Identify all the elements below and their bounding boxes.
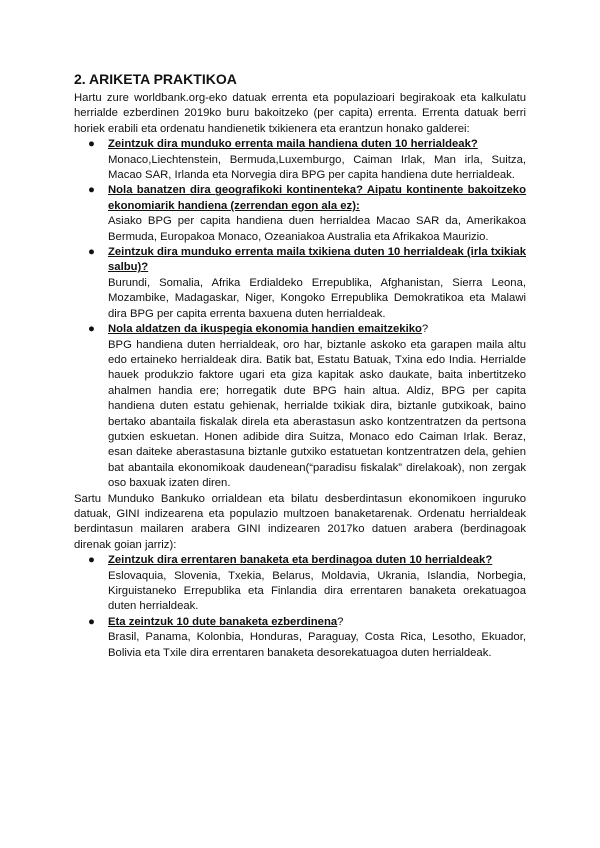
answer: Burundi, Somalia, Afrika Erdialdeko Errepublika, Afghanistan, Sierra Leona, Mozambike, Madagaskar, Niger, Kongoko Errepublika Demokratikoa eta Malawi dira BPG per capita errenta baxuena duten herrialdeak. bbox=[108, 276, 526, 320]
question: Zeintzuk dira munduko errenta maila handiena duten 10 herrialdeak? bbox=[108, 138, 478, 151]
answer: Monaco,Liechtenstein, Bermuda,Luxemburgo, Caiman Irlak, Man irla, Suitza, Macao SAR, Irlanda eta Norvegia dira BPG per capita handiena dute herrialdeak. bbox=[108, 153, 526, 182]
list-item bbox=[88, 322, 526, 491]
intro-paragraph: Hartu zure worldbank.org-eko datuak errenta eta populazioari begirakoak eta kalkulatu herrialde ezberdinen 2019ko buru bakoitzeko (per capita) errenta. Errenta datuak berri horiek erabili eta ordenatu handienetik txikienera eta erantzun honako galderei: bbox=[74, 92, 526, 135]
bullet-icon: ● bbox=[88, 323, 95, 336]
question: Eta zeintzuk 10 dute banaketa ezberdinena? bbox=[108, 615, 344, 628]
question: Nola banatzen dira geografikoki kontinenteka? Aipatu kontinente bakoitzeko ekonomiarik handiena (zerrendan egon ala ez): bbox=[108, 184, 526, 212]
question-list-2 bbox=[74, 553, 526, 661]
exercise-title: 2. ARIKETA PRAKTIKOA bbox=[74, 71, 237, 87]
question-list-1 bbox=[74, 137, 526, 491]
list-item bbox=[88, 615, 526, 661]
answer: Brasil, Panama, Kolonbia, Honduras, Paraguay, Costa Rica, Lesotho, Ekuador, Bolivia eta Txile dira errentaren banaketa desorekatuagoa duten herrialdeak. bbox=[108, 631, 526, 659]
question: Zeintzuk dira errentaren banaketa eta berdinagoa duten 10 herrialdeak? bbox=[108, 554, 493, 567]
list-item bbox=[88, 183, 526, 245]
answer: Eslovaquia, Slovenia, Txekia, Belarus, Moldavia, Ukrania, Islandia, Norbegia, Kirguistaneko Errepublika eta Finlandia dira errentaren banaketa orekatuagoa duten herrialdeak. bbox=[108, 569, 526, 613]
answer: BPG handiena duten herrialdeak, oro har, biztanle askoko eta garapen maila altu edo ertaineko herrialdeak dira. Batik bat, Estatu Batuak, Txina edo India. Herrialde hauek produkzio faktore ugari eta giza kapitak asko daukate, baita inbertitzeko ahalmen handia ere; horregatik dute BPG hain altua. Aldiz, BPG per capita handiena duten estatu gehienak, herrialde txikiak dira, biztanle gutxikoak, baino bertako abantaila fiskalak direla eta aberastasun asko kontzentratzen da pertsona gutxien eskuetan. Honen adibide dira Suitza, Monaco edo Caiman Irlak. Beraz, esan daiteke aberastasuna biztanle gutxiko estatuetan kontzentratzen dela, gehien bat abantaila ekonomikoak daudenean(“paradisu fiskalak” direlakoak), non zergak oso baxuak izaten diren. bbox=[108, 338, 526, 490]
answer: Asiako BPG per capita handiena duen herrialdea Macao SAR da, Amerikakoa Bermuda, Europakoa Monaco, Ozeaniakoa Australia eta Afrikakoa Maurizio. bbox=[108, 215, 526, 243]
list-item bbox=[88, 245, 526, 322]
bullet-icon: ● bbox=[88, 138, 95, 151]
question: Zeintzuk dira munduko errenta maila txikiena duten 10 herrialdeak (irla txikiak salbu)? bbox=[108, 246, 526, 274]
list-item bbox=[88, 553, 526, 615]
bullet-icon: ● bbox=[88, 615, 95, 628]
bullet-icon: ● bbox=[88, 246, 95, 259]
bullet-icon: ● bbox=[88, 184, 95, 197]
intro-paragraph-2: Sartu Munduko Bankuko orrialdean eta bilatu desberdintasun ekonomikoen inguruko datuak, GINI indizearena eta populazio multzoen banaketarenak. Ordenatu herrialdeak berdintasun mailaren arabera GINI indizearen 2017ko datuen arabera (berdinagoak direnak goian jarriz): bbox=[74, 492, 526, 551]
list-item bbox=[88, 137, 526, 183]
question: Nola aldatzen da ikuspegia ekonomia handien emaitzekiko? bbox=[108, 323, 429, 336]
bullet-icon: ● bbox=[88, 554, 95, 567]
